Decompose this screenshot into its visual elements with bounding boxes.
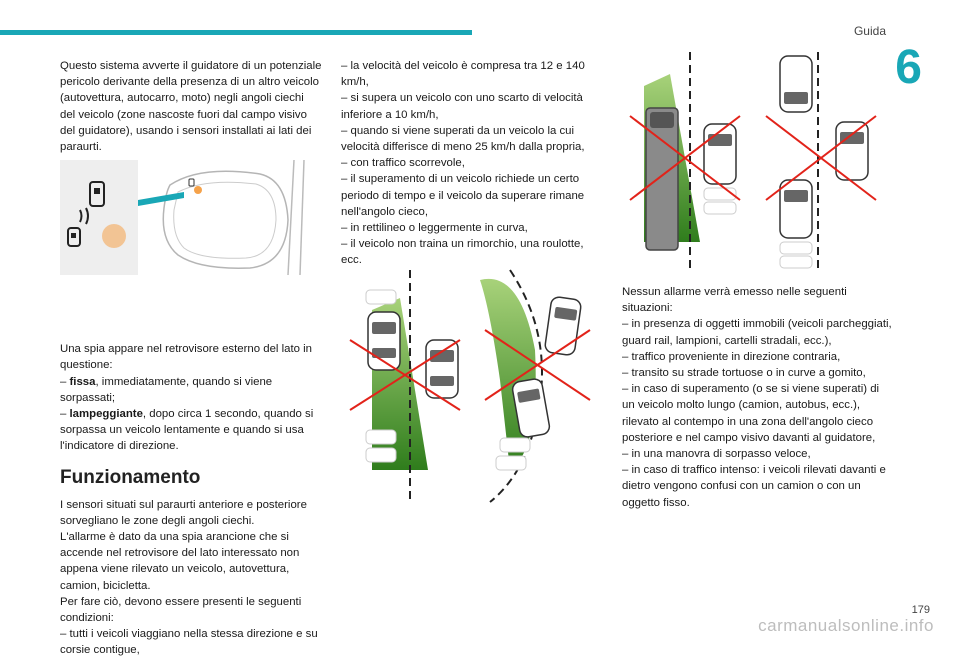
column-left [60,58,322,659]
long-truck [646,108,678,250]
noalarm-line-2: – traffico proveniente in direzione contraria, [622,350,841,363]
column-right [622,284,892,511]
noalarm-line-4: – in caso di superamento (o se si viene superati) di un veicolo molto lungo (camion, autobus, ecc.), rilevato al contempo in una zona dell'angolo cieco posteriore e nel campo visivo davanti al guidatore, [622,383,880,444]
car-right-lane [704,124,736,214]
chapter-number: 6 [895,41,922,94]
cond-line-6: – il veicolo non traina un rimorchio, una roulotte, ecc. [341,238,584,267]
car-left-bottom [780,180,812,268]
mirror-warning-figure [60,160,310,275]
column-middle [341,58,603,269]
func-line-2: Per fare ciò, devono essere presenti le seguenti condizioni: [60,595,302,625]
noalarm-line-5: – in una manovra di sorpasso veloce, [622,448,811,461]
truck-scenario [630,52,740,272]
mirror-icon [163,160,304,275]
noalarm-line-1: – in presenza di oggetti immobili (veicoli parcheggiati, guard rail, lampioni, cartelli stradali, ecc.), [622,318,892,347]
intro-paragraph: Questo sistema avverte il guidatore di un potenziale pericolo derivante della presenza di un altro veicolo (autovettura, autocarro, moto) negli angoli ciechi del veicolo (zone nascoste fuori dal campo visivo del guidatore), usando i sensori installati ai lati dei paraurti. [60,60,322,154]
straight-and-curve-scenario-figure [350,270,610,506]
noalarm-line-3: – transito su strade tortuose o in curve a gomito, [622,367,866,380]
car-right-top [836,122,868,180]
section-heading: Funzionamento [60,466,201,488]
func-line-0: I sensori situati sul paraurti anteriore e posteriore sorvegliano le zone degli angoli ciechi. [60,498,307,527]
section-title: Guida [853,24,886,38]
spia-lampeggiante: – lampeggiante, dopo circa 1 secondo, quando si sorpassa un veicolo lentamente e quando si usa l'indicatore di direzione. [60,408,314,453]
mirror-warning-light [194,186,202,194]
truck-and-oncoming-scenario-figure [630,52,890,274]
page-number: 179 [911,604,930,616]
cond-line-3: – con traffico scorrevole, [341,157,465,170]
straight-road-scenario [350,270,460,500]
icon-panel [60,160,138,275]
cond-line-5: – in rettilineo o leggermente in curva, [341,222,528,235]
spia-fissa: – fissa, immediatamente, quando si viene sorpassati; [60,375,273,404]
func-line-1: L'allarme è dato da una spia arancione che si accende nel retrovisore del lato interessato non appena viene rilevato un veicolo, autovettura, camion, bicicletta. [60,531,300,592]
cond-line-0: – la velocità del veicolo è compresa tra 12 e 140 km/h, [341,60,585,89]
cond-line-4: – il superamento di un veicolo richiede un certo periodo di tempo e il veicolo da superare rimane nell'angolo cieco, [341,173,585,218]
func-line-3: – tutti i veicoli viaggiano nella stessa direzione e su corsie contigue, [60,628,318,657]
orange-light-glow [102,224,126,248]
car-right [426,340,458,398]
watermark: carmanualsonline.info [758,616,934,635]
spia-paragraph: Una spia appare nel retrovisore esterno del lato in questione: [60,343,313,372]
oncoming-car [780,56,812,112]
noalarm-line-0: Nessun allarme verrà emesso nelle seguenti situazioni: [622,286,847,315]
oncoming-scenario [766,52,876,272]
noalarm-line-6: – in caso di traffico intenso: i veicoli rilevati davanti e dietro vengono confusi con un camion o con un oggetto fisso. [622,464,886,509]
header-accent-bar [0,30,472,35]
curve-road-scenario [480,270,590,502]
cond-line-1: – si supera un veicolo con uno scarto di velocità inferiore a 10 km/h, [341,92,583,121]
cond-line-2: – quando si viene superati da un veicolo la cui velocità differisce di meno 25 km/h dalla propria, [341,124,585,154]
